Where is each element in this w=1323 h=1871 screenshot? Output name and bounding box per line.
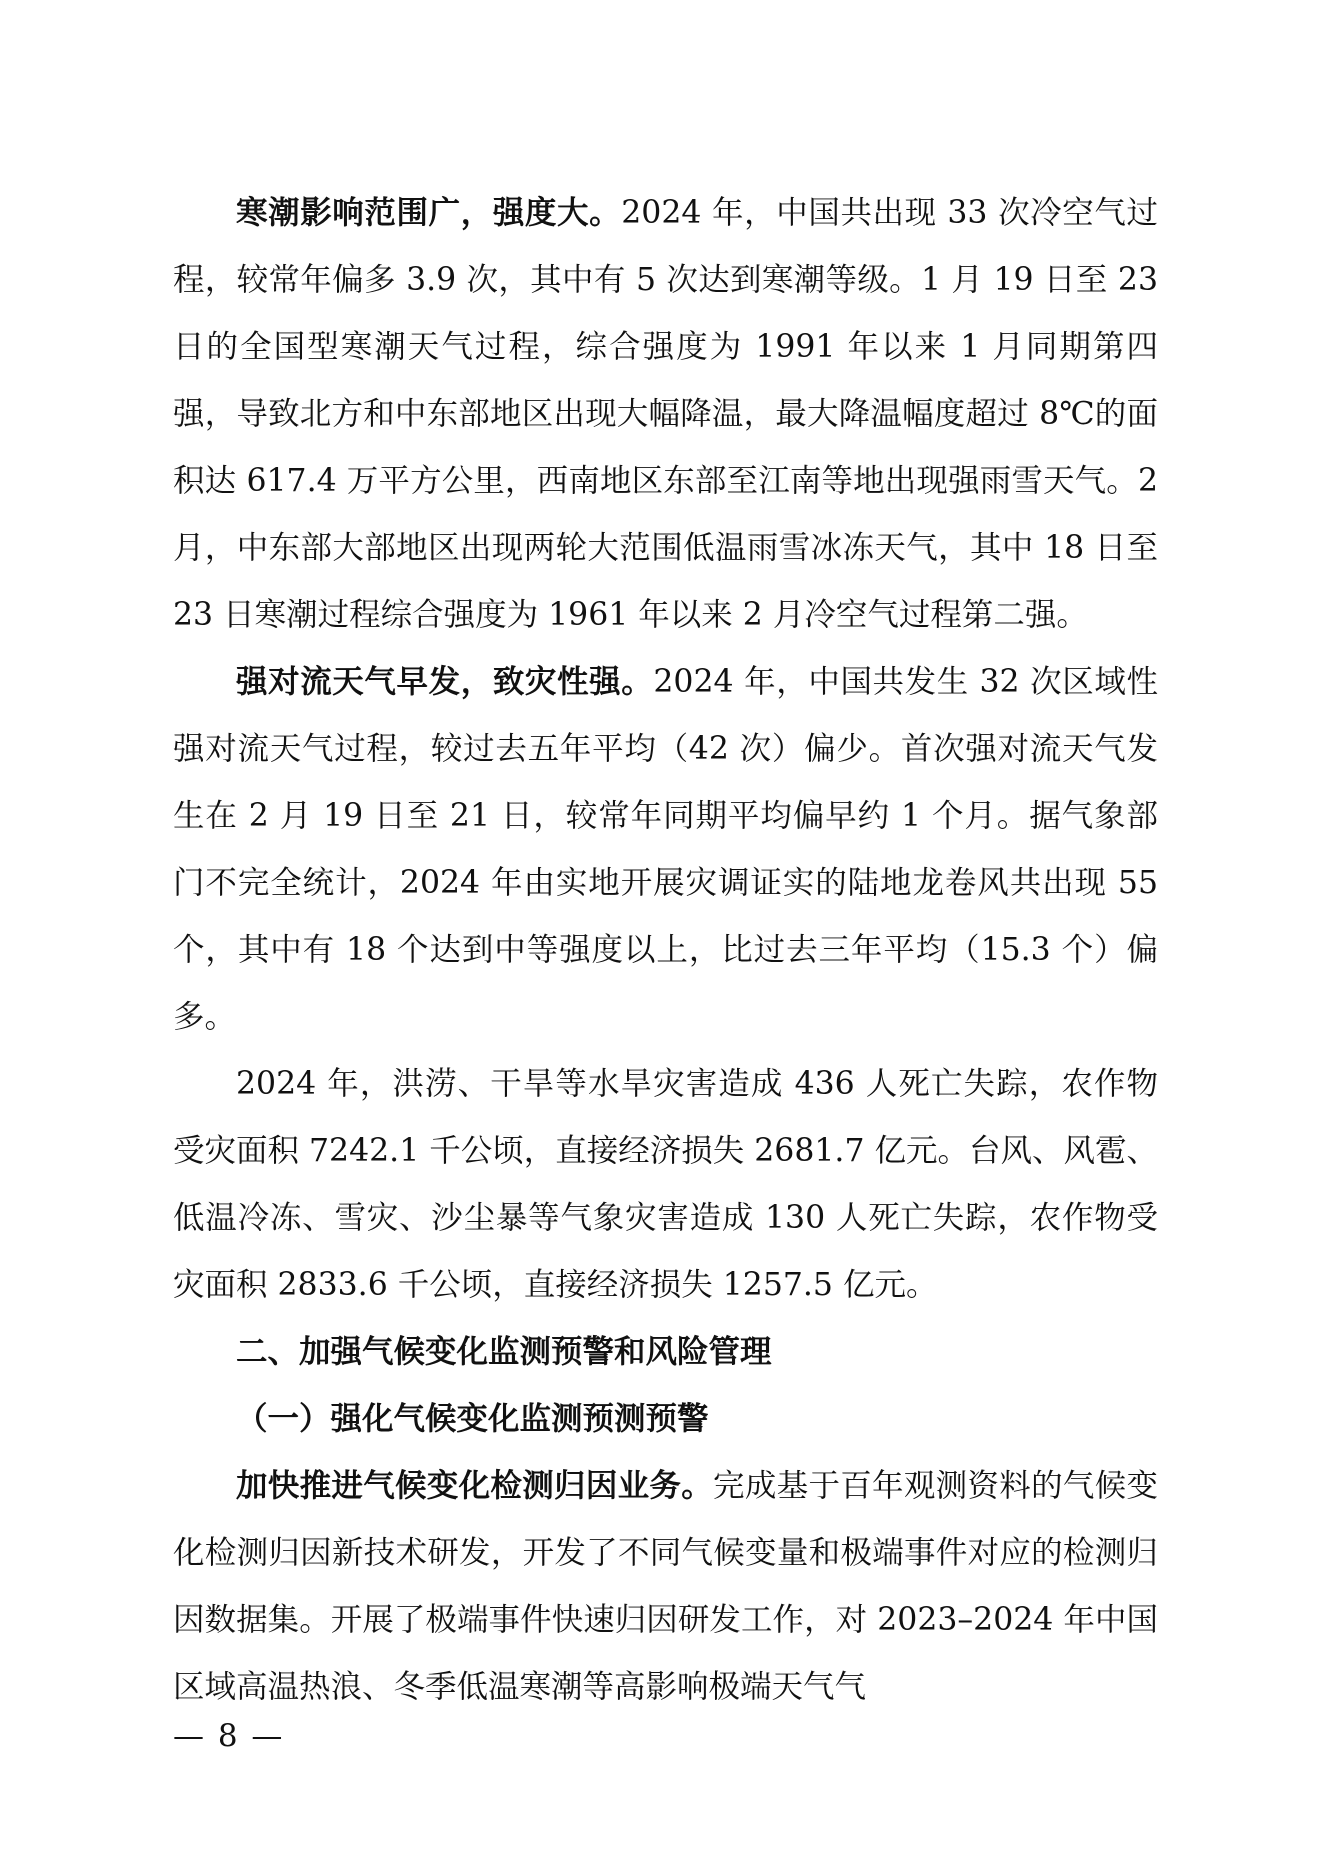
paragraph-lead: 寒潮影响范围广，强度大。	[236, 195, 622, 231]
paragraph-cold-wave	[173, 180, 1158, 649]
subsection-heading: （一）强化气候变化监测预测预警	[236, 1401, 709, 1437]
paragraph-lead: 加快推进气候变化检测归因业务。	[236, 1468, 714, 1504]
document-body	[173, 180, 1158, 1721]
paragraph-text: 完成基于百年观测资料的气候变化检测归因新技术研发，开发了不同气候变量和极端事件对应的检测归因数据集。开展了极端事件快速归因研发工作，对 2023–2024 年中国区域高温热浪、冬季低温寒潮等高影响极端天气气	[173, 1468, 1158, 1705]
paragraph-text: 2024 年，中国共发生 32 次区域性强对流天气过程，较过去五年平均（42 次）偏少。首次强对流天气发生在 2 月 19 日至 21 日，较常年同期平均偏早约 1 个月。据气象部门不完全统计，2024 年由实地开展灾调证实的陆地龙卷风共出现 55 个，其中有 18 个达到中等强度以上，比过去三年平均（15.3 个）偏多。	[173, 664, 1158, 1035]
paragraph-severe-convection	[173, 649, 1158, 1051]
page-number: — 8 —	[173, 1718, 285, 1754]
paragraph-attribution	[173, 1453, 1158, 1721]
paragraph-lead: 强对流天气早发，致灾性强。	[236, 664, 654, 700]
paragraph-text: 2024 年，中国共出现 33 次冷空气过程，较常年偏多 3.9 次，其中有 5 次达到寒潮等级。1 月 19 日至 23 日的全国型寒潮天气过程，综合强度为 1991 年以来 1 月同期第四强，导致北方和中东部地区出现大幅降温，最大降温幅度超过 8℃的面积达 617.4 万平方公里，西南地区东部至江南等地出现强雨雪天气。2 月，中东部大部地区出现两轮大范围低温雨雪冰冻天气，其中 18 日至 23 日寒潮过程综合强度为 1961 年以来 2 月冷空气过程第二强。	[173, 195, 1158, 633]
section-heading: 二、加强气候变化监测预警和风险管理	[236, 1334, 772, 1370]
paragraph-disaster-losses	[173, 1051, 1158, 1319]
paragraph-text: 2024 年，洪涝、干旱等水旱灾害造成 436 人死亡失踪，农作物受灾面积 7242.1 千公顷，直接经济损失 2681.7 亿元。台风、风雹、低温冷冻、雪灾、沙尘暴等气象灾害造成 130 人死亡失踪，农作物受灾面积 2833.6 千公顷，直接经济损失 1257.5 亿元。	[173, 1066, 1158, 1303]
